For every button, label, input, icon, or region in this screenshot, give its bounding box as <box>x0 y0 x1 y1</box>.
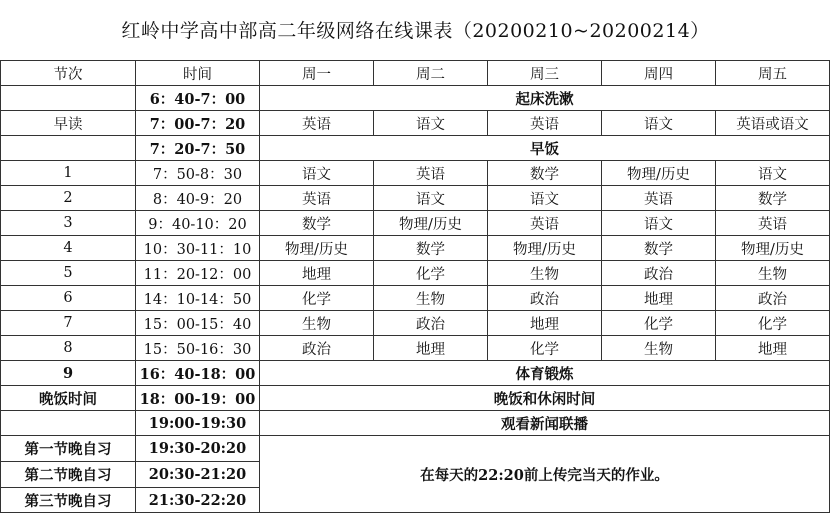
class-cell-tue: 数学 <box>374 236 488 261</box>
class-cell-thu: 地理 <box>602 286 716 311</box>
class-cell-mon: 物理/历史 <box>260 236 374 261</box>
class-cell-wed: 英语 <box>488 211 602 236</box>
table-row <box>1 86 830 111</box>
time-cell: 6：40-7：00 <box>136 86 260 111</box>
class-cell-thu: 语文 <box>602 211 716 236</box>
period-cell: 4 <box>1 236 136 261</box>
class-cell-mon: 英语 <box>260 111 374 136</box>
period-cell: 9 <box>1 361 136 386</box>
class-cell-thu: 化学 <box>602 311 716 336</box>
class-cell-fri: 生物 <box>716 261 830 286</box>
period-cell: 1 <box>1 161 136 186</box>
header-fri: 周五 <box>716 61 830 86</box>
class-cell-tue: 英语 <box>374 161 488 186</box>
table-row <box>1 361 830 386</box>
class-cell-wed: 地理 <box>488 311 602 336</box>
time-cell: 7：20-7：50 <box>136 136 260 161</box>
period-cell <box>1 136 136 161</box>
time-cell: 15：50-16：30 <box>136 336 260 361</box>
class-cell-fri: 物理/历史 <box>716 236 830 261</box>
activity-cell: 早饭 <box>260 136 830 161</box>
time-cell: 19:30-20:20 <box>136 436 260 462</box>
period-cell: 5 <box>1 261 136 286</box>
class-cell-thu: 政治 <box>602 261 716 286</box>
table-row <box>1 236 830 261</box>
period-cell <box>1 86 136 111</box>
period-cell: 晚饭时间 <box>1 386 136 411</box>
header-period: 节次 <box>1 61 136 86</box>
class-cell-tue: 语文 <box>374 186 488 211</box>
header-wed: 周三 <box>488 61 602 86</box>
class-cell-fri: 政治 <box>716 286 830 311</box>
period-cell: 早读 <box>1 111 136 136</box>
table-row <box>1 386 830 411</box>
class-cell-mon: 语文 <box>260 161 374 186</box>
time-cell: 14：10-14：50 <box>136 286 260 311</box>
class-cell-tue: 语文 <box>374 111 488 136</box>
class-cell-tue: 物理/历史 <box>374 211 488 236</box>
time-cell: 21:30-22:20 <box>136 488 260 513</box>
period-cell: 7 <box>1 311 136 336</box>
class-cell-wed: 物理/历史 <box>488 236 602 261</box>
class-cell-wed: 化学 <box>488 336 602 361</box>
class-cell-mon: 地理 <box>260 261 374 286</box>
class-cell-wed: 语文 <box>488 186 602 211</box>
header-thu: 周四 <box>602 61 716 86</box>
period-cell: 第一节晚自习 <box>1 436 136 462</box>
class-cell-mon: 化学 <box>260 286 374 311</box>
class-cell-tue: 生物 <box>374 286 488 311</box>
class-cell-wed: 数学 <box>488 161 602 186</box>
time-cell: 11：20-12：00 <box>136 261 260 286</box>
time-cell: 10：30-11：10 <box>136 236 260 261</box>
class-cell-thu: 语文 <box>602 111 716 136</box>
table-row <box>1 411 830 436</box>
class-cell-mon: 英语 <box>260 186 374 211</box>
time-cell: 20:30-21:20 <box>136 462 260 488</box>
table-row <box>1 261 830 286</box>
time-cell: 7：50-8：30 <box>136 161 260 186</box>
class-cell-wed: 英语 <box>488 111 602 136</box>
class-cell-tue: 化学 <box>374 261 488 286</box>
period-cell: 8 <box>1 336 136 361</box>
schedule-table <box>0 60 830 513</box>
class-cell-fri: 地理 <box>716 336 830 361</box>
class-cell-thu: 物理/历史 <box>602 161 716 186</box>
activity-cell: 晚饭和休闲时间 <box>260 386 830 411</box>
header-tue: 周二 <box>374 61 488 86</box>
class-cell-mon: 数学 <box>260 211 374 236</box>
class-cell-thu: 生物 <box>602 336 716 361</box>
page-title: 红岭中学高中部高二年级网络在线课表（20200210~20200214） <box>121 20 710 42</box>
time-cell: 7：00-7：20 <box>136 111 260 136</box>
class-cell-fri: 语文 <box>716 161 830 186</box>
class-cell-mon: 政治 <box>260 336 374 361</box>
table-row <box>1 311 830 336</box>
table-row <box>1 211 830 236</box>
table-row <box>1 436 830 462</box>
activity-cell: 体育锻炼 <box>260 361 830 386</box>
class-cell-wed: 政治 <box>488 286 602 311</box>
class-cell-wed: 生物 <box>488 261 602 286</box>
activity-cell: 观看新闻联播 <box>260 411 830 436</box>
class-cell-fri: 英语 <box>716 211 830 236</box>
period-cell: 第二节晚自习 <box>1 462 136 488</box>
class-cell-thu: 数学 <box>602 236 716 261</box>
time-cell: 15：00-15：40 <box>136 311 260 336</box>
header-time: 时间 <box>136 61 260 86</box>
period-cell: 3 <box>1 211 136 236</box>
period-cell: 第三节晚自习 <box>1 488 136 513</box>
class-cell-thu: 英语 <box>602 186 716 211</box>
period-cell <box>1 411 136 436</box>
class-cell-fri: 英语或语文 <box>716 111 830 136</box>
class-cell-tue: 政治 <box>374 311 488 336</box>
header-row <box>1 61 830 86</box>
time-cell: 19:00-19:30 <box>136 411 260 436</box>
table-row <box>1 136 830 161</box>
time-cell: 18：00-19：00 <box>136 386 260 411</box>
activity-cell: 起床洗漱 <box>260 86 830 111</box>
class-cell-fri: 数学 <box>716 186 830 211</box>
class-cell-tue: 地理 <box>374 336 488 361</box>
evening-note: 在每天的22:20前上传完当天的作业。 <box>260 436 830 513</box>
time-cell: 8：40-9：20 <box>136 186 260 211</box>
table-row <box>1 161 830 186</box>
class-cell-mon: 生物 <box>260 311 374 336</box>
time-cell: 9：40-10：20 <box>136 211 260 236</box>
table-row <box>1 186 830 211</box>
header-mon: 周一 <box>260 61 374 86</box>
table-row <box>1 336 830 361</box>
period-cell: 6 <box>1 286 136 311</box>
class-cell-fri: 化学 <box>716 311 830 336</box>
time-cell: 16：40-18：00 <box>136 361 260 386</box>
table-row <box>1 286 830 311</box>
period-cell: 2 <box>1 186 136 211</box>
table-row <box>1 111 830 136</box>
